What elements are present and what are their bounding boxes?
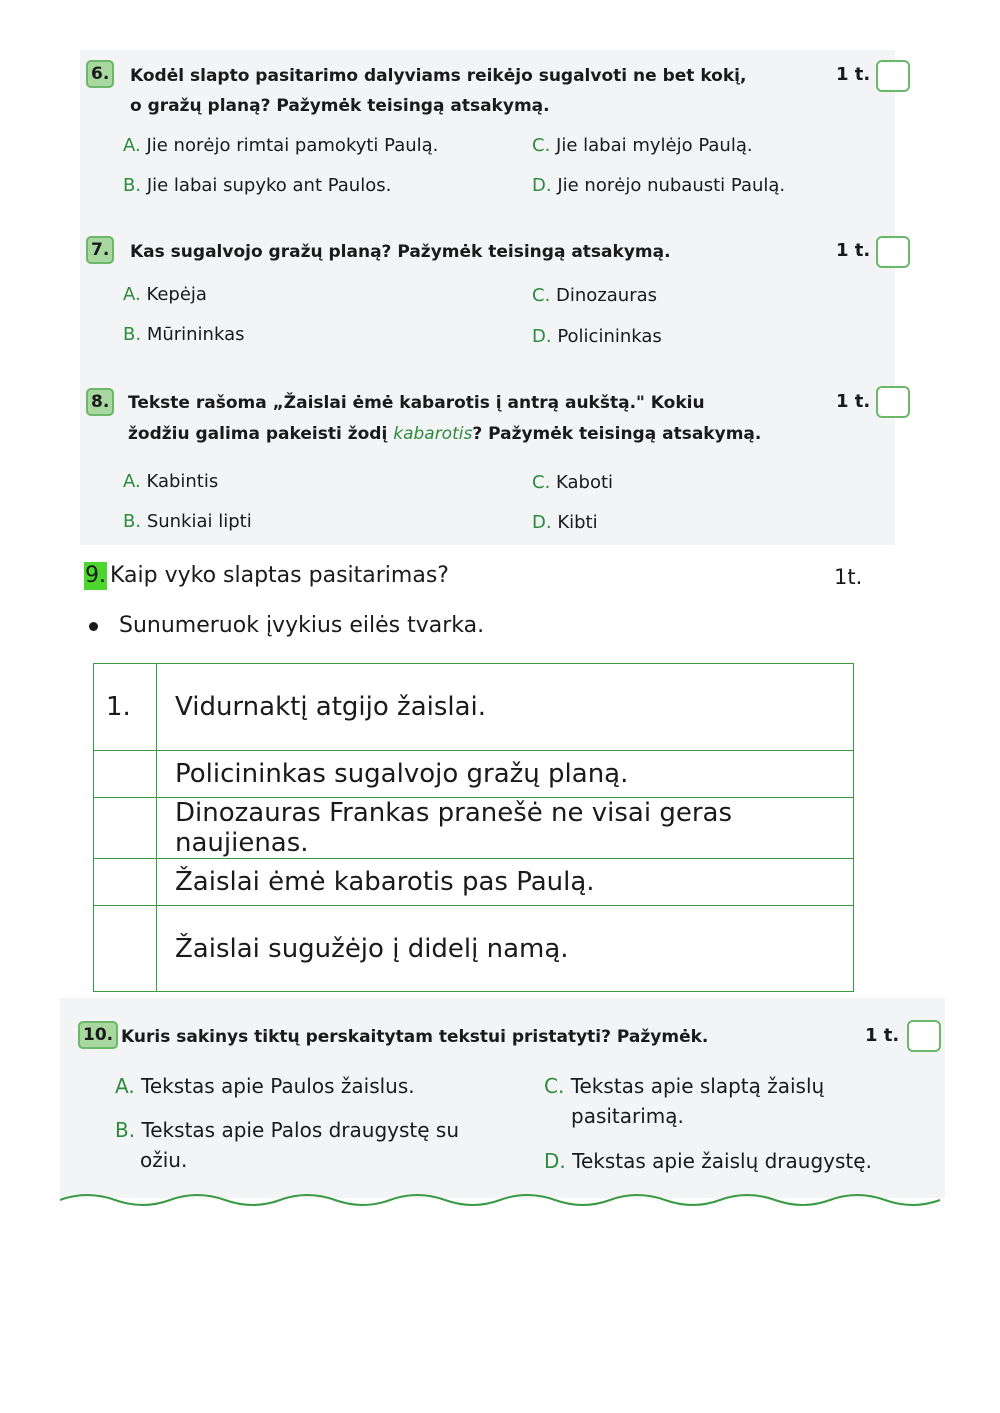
q7-option-a[interactable] <box>123 280 207 310</box>
option-letter: C. <box>532 472 551 493</box>
q6-option-d[interactable] <box>532 171 785 201</box>
question-10-points: 1 t. <box>865 1025 900 1046</box>
question-6-score-box[interactable] <box>876 60 910 92</box>
order-number-cell[interactable] <box>94 859 157 906</box>
option-letter: A. <box>123 135 141 156</box>
question-9-instruction: Sunumeruok įvykius eilės tvarka. <box>119 613 485 638</box>
question-6-line1: Kodėl slapto pasitarimo dalyviams reikėjo sugalvoti ne bet kokį, <box>130 66 747 86</box>
option-text: Sunkiai lipti <box>146 511 252 532</box>
option-text: Dinozauras <box>556 285 658 306</box>
option-letter: A. <box>115 1074 135 1098</box>
table-row <box>94 906 854 992</box>
question-8-line2 <box>128 418 761 450</box>
question-6-number: 6. <box>86 60 114 88</box>
question-8-line2-start: žodžiu galima pakeisti žodį <box>128 424 394 444</box>
option-letter: C. <box>532 285 551 306</box>
q10-option-b-line2: ožiu. <box>140 1148 188 1172</box>
question-7-line1: Kas sugalvojo gražų planą? Pažymėk teisingą atsakymą. <box>130 242 671 262</box>
option-text: Policininkas <box>557 326 662 347</box>
q8-option-a[interactable] <box>123 467 218 497</box>
event-text-cell: Vidurnaktį atgijo žaislai. <box>157 664 854 751</box>
q7-option-c[interactable] <box>532 281 657 311</box>
option-letter: D. <box>532 326 552 347</box>
q10-option-c[interactable] <box>544 1071 824 1101</box>
table-row <box>94 859 854 906</box>
option-text: Mūrininkas <box>146 324 245 345</box>
option-text: Kibti <box>557 512 598 533</box>
wavy-divider <box>60 1188 945 1212</box>
q10-option-d[interactable] <box>544 1146 872 1176</box>
table-row <box>94 798 854 859</box>
order-number-cell[interactable] <box>94 751 157 798</box>
option-letter: D. <box>544 1149 566 1173</box>
option-letter: B. <box>123 324 142 345</box>
question-9-points: 1t. <box>834 565 863 589</box>
option-text: Tekstas apie žaislų draugystę. <box>572 1149 872 1173</box>
question-9-text: Kaip vyko slaptas pasitarimas? <box>110 563 449 588</box>
q8-option-c[interactable] <box>532 468 613 498</box>
option-text: Jie norėjo nubausti Paulą. <box>557 175 786 196</box>
option-text: Tekstas apie Palos draugystę su <box>141 1118 459 1142</box>
option-letter: B. <box>123 511 142 532</box>
option-text: Kepėja <box>146 284 207 305</box>
option-letter: C. <box>544 1074 565 1098</box>
event-text-cell: Dinozauras Frankas pranešė ne visai geras naujienas. <box>157 798 854 859</box>
option-text: Tekstas apie slaptą žaislų <box>570 1074 825 1098</box>
question-7-score-box[interactable] <box>876 236 910 268</box>
q6-option-a[interactable] <box>123 131 438 161</box>
q7-option-b[interactable] <box>123 320 245 350</box>
option-text: Kaboti <box>556 472 614 493</box>
question-8-score-box[interactable] <box>876 386 910 418</box>
bullet-icon <box>89 622 98 631</box>
option-letter: B. <box>115 1118 136 1142</box>
q7-option-d[interactable] <box>532 322 662 352</box>
q6-option-c[interactable] <box>532 131 753 161</box>
option-text: Jie labai supyko ant Paulos. <box>146 175 392 196</box>
question-7-points: 1 t. <box>836 240 871 261</box>
question-8-line2-end: ? Pažymėk teisingą atsakymą. <box>472 424 762 444</box>
order-number-cell[interactable]: 1. <box>94 664 157 751</box>
option-text: Jie labai mylėjo Paulą. <box>556 135 753 156</box>
option-text: Kabintis <box>146 471 219 492</box>
order-number-cell[interactable] <box>94 906 157 992</box>
option-letter: A. <box>123 284 141 305</box>
question-6-line2: o gražų planą? Pažymėk teisingą atsakymą. <box>130 96 550 116</box>
question-9-number: 9. <box>85 563 106 588</box>
option-letter: C. <box>532 135 551 156</box>
question-8-points: 1 t. <box>836 391 871 412</box>
q10-option-c-line2: pasitarimą. <box>571 1104 684 1128</box>
ordering-table <box>93 663 854 992</box>
event-text-cell: Policininkas sugalvojo gražų planą. <box>157 751 854 798</box>
q6-option-b[interactable] <box>123 171 391 201</box>
q10-option-b[interactable] <box>115 1115 459 1145</box>
option-letter: D. <box>532 175 552 196</box>
question-10-score-box[interactable] <box>907 1020 941 1052</box>
table-row <box>94 751 854 798</box>
option-text: Tekstas apie Paulos žaislus. <box>141 1074 415 1098</box>
question-10-text: Kuris sakinys tiktų perskaitytam tekstui pristatyti? Pažymėk. <box>121 1027 709 1047</box>
order-number-cell[interactable] <box>94 798 157 859</box>
q10-option-a[interactable] <box>115 1071 415 1101</box>
question-8-highlight-word: kabarotis <box>393 424 473 444</box>
table-row <box>94 664 854 751</box>
question-8-number: 8. <box>86 388 114 416</box>
question-6-points: 1 t. <box>836 64 871 85</box>
option-letter: B. <box>123 175 142 196</box>
question-7-number: 7. <box>86 236 114 264</box>
q8-option-d[interactable] <box>532 508 598 538</box>
q8-option-b[interactable] <box>123 507 252 537</box>
option-text: Jie norėjo rimtai pamokyti Paulą. <box>146 135 439 156</box>
event-text-cell: Žaislai sugužėjo į didelį namą. <box>157 906 854 992</box>
question-8-line1: Tekste rašoma „Žaislai ėmė kabarotis į antrą aukštą." Kokiu <box>128 393 705 413</box>
option-letter: D. <box>532 512 552 533</box>
option-letter: A. <box>123 471 141 492</box>
event-text-cell: Žaislai ėmė kabarotis pas Paulą. <box>157 859 854 906</box>
question-10-number: 10. <box>78 1021 118 1049</box>
